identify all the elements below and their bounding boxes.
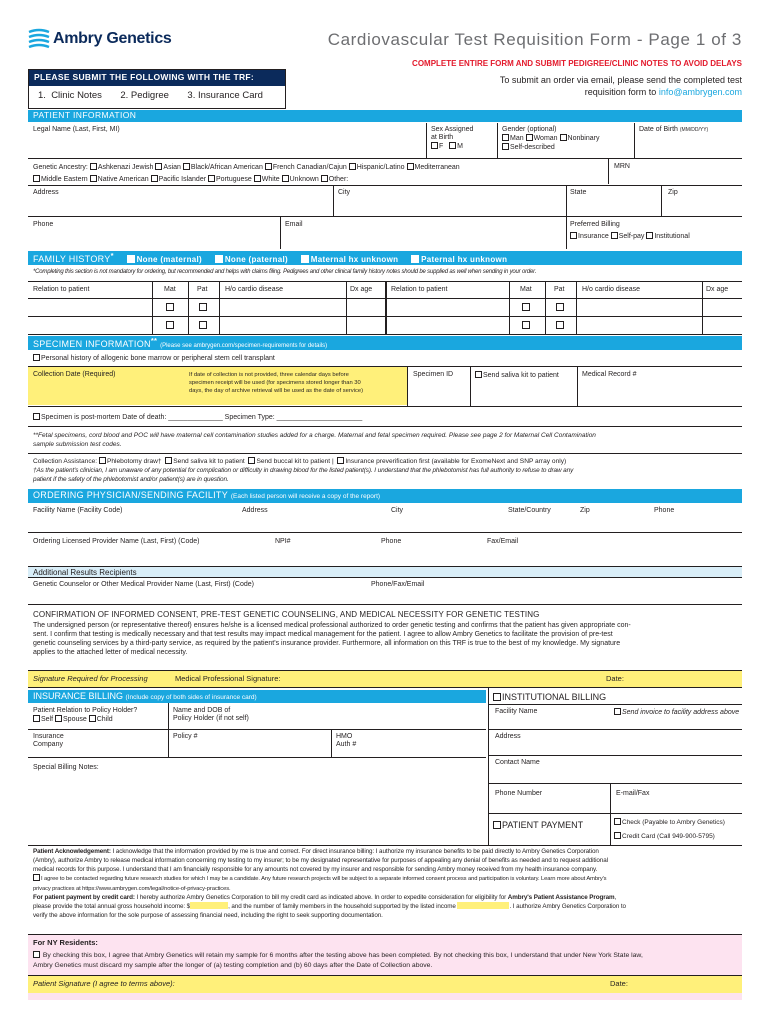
anc-asian-checkbox[interactable] — [155, 163, 162, 170]
anc-middle-eastern-checkbox[interactable] — [33, 175, 40, 182]
fh-r2-mat2-checkbox[interactable] — [522, 321, 530, 329]
provider-name-field[interactable]: Ordering Licensed Provider Name (Last, First) (Code) — [33, 538, 200, 545]
maternal-unknown-checkbox[interactable] — [301, 255, 309, 263]
inst-phone-field[interactable]: Phone Number — [495, 790, 543, 797]
acknowledgement-text: Patient Acknowledgement: I acknowledge that the information provided by me is true and correct. For direct insurance billing: I authorize my insurance benefits to be paid directly to Ambry Genetics Corporation (Ambry), authorize Ambry to release medical information concerning my testing to my insurer; to be my designated representative for purposes of appealing any denial of benefits as needed and to request additional medical records for this purpose. I understand that I am financially responsible for any amounts not covered by my insurer and responsible for sending Ambry money received from my health insurance company. I agree to be contacted regarding future research studies for which I may be a candidate. Any future research projects will be subject to a separate informed consent process and participation is voluntary. Learn more about Ambry's privacy practices at https://www.ambrygen.com/legal/notice-of-privacy-practices. For patient payment by credit card: I hereby authorize Ambry Genetics Corporation to bill my credit card as indicated above. In order to expedite consideration for eligibility for Ambry's Patient Assistance Program, please provide the total annual gross household income: $ , and the number of family members in the household supported by the listed income . I authorize Ambry Genetics Corporation to verify the above information for the sole purpose of assessing financial need, including the right to seek supporting documentation. — [33, 848, 626, 920]
ordering-header: ORDERING PHYSICIAN/SENDING FACILITY (Each listed person will receive a copy of the report) — [28, 489, 742, 503]
logo — [28, 26, 188, 54]
household-income-field[interactable] — [190, 902, 228, 909]
email-instructions-2: requisition form to info@ambrygen.com — [584, 87, 742, 97]
facility-address-field[interactable]: Address — [242, 507, 268, 514]
consent-text: The undersigned person (or representative thereof) ensures he/she is a licensed medical professional authorized to order genetic testing and confirms that the patient has given appropriate con- sent. I confirm that testing is medically necessary and that test results may impact medical management for the patient. I agree to allow Ambry Genetics to facilitate the provision of pre-test genetic counseling services by a third-party service, as required by the patient's insurance provider. Furthermore, all information on this TRF is true to the best of my knowledge. My signature applies to the attached letter of medical necessity. — [33, 622, 631, 657]
anc-mediterranean-checkbox[interactable] — [407, 163, 414, 170]
fh-col-hx-2: H/o cardio disease — [582, 286, 640, 293]
signature-date: Date: — [606, 674, 624, 683]
saliva-kit-checkbox[interactable] — [165, 457, 172, 464]
provider-fax-field[interactable]: Fax/Email — [487, 538, 519, 545]
gender-man-checkbox[interactable] — [502, 134, 509, 141]
email-instructions-1: To submit an order via email, please send the completed test — [499, 75, 742, 85]
send-invoice-checkbox[interactable]: Send invoice to facility address above — [614, 708, 739, 717]
anc-portuguese-checkbox[interactable] — [208, 175, 215, 182]
anc-french-checkbox[interactable] — [265, 163, 272, 170]
ny-retain-checkbox[interactable] — [33, 951, 40, 958]
city-field[interactable]: City — [338, 189, 351, 196]
fh-col-dx-2: Dx age — [706, 286, 729, 293]
submit-box — [28, 69, 286, 109]
state-field[interactable]: State — [570, 189, 587, 196]
fh-col-mat: Mat — [164, 286, 176, 293]
bill-institutional-checkbox[interactable] — [646, 232, 653, 239]
anc-other-checkbox[interactable] — [321, 175, 328, 182]
consent-title: CONFIRMATION OF INFORMED CONSENT, PRE-TEST GENETIC COUNSELING, AND MEDICAL NECESSITY FOR GENETIC TESTING — [33, 610, 540, 619]
policy-number-field[interactable]: Policy # — [173, 733, 198, 740]
ancestry-row-1: Genetic Ancestry: Ashkenazi Jewish Asian Black/African American French Canadian/Cajun Hispanic/Latino Mediterranean — [33, 164, 460, 171]
fh-col-relation: Relation to patient — [33, 286, 90, 293]
provider-phone-field[interactable]: Phone — [381, 538, 402, 545]
send-saliva-checkbox[interactable]: Send saliva kit to patient — [475, 371, 559, 380]
facility-state-field[interactable]: State/Country — [508, 507, 551, 514]
preferred-billing: Preferred Billing Insurance Self-pay Institutional — [570, 221, 690, 241]
check-option[interactable]: Check (Payable to Ambry Genetics) — [614, 818, 725, 826]
fh-r2-mat-checkbox[interactable] — [166, 321, 174, 329]
insurance-company-field[interactable]: Insurance Company — [33, 733, 64, 749]
fh-col-relation-2: Relation to patient — [391, 286, 448, 293]
patient-payment-checkbox[interactable] — [493, 821, 501, 829]
fh-col-dx: Dx age — [350, 286, 373, 293]
none-maternal-checkbox[interactable] — [127, 255, 135, 263]
preverification-checkbox[interactable] — [337, 457, 344, 464]
family-history-header: FAMILY HISTORY* None (maternal) None (paternal) Maternal hx unknown Paternal hx unknown — [28, 251, 742, 265]
fetal-note: **Fetal specimens, cord blood and POC will have maternal cell contamination studies added for a charge. Maternal and fetal specimen required. Please see page 2 for Maternal Cell Contamination sample submission test codes. — [33, 432, 596, 449]
legal-name-field[interactable]: Legal Name (Last, First, MI) — [33, 126, 120, 133]
bill-insurance-checkbox[interactable] — [570, 232, 577, 239]
anc-unknown-checkbox[interactable] — [282, 175, 289, 182]
submit-box-title: PLEASE SUBMIT THE FOLLOWING WITH THE TRF: — [29, 70, 285, 86]
family-history-note: *Completing this section is not mandatory for ordering, but recommended and helps with claims filing. Pedigrees and other clinical family history notes should be supplied as well when sending in your order. — [33, 269, 537, 275]
institutional-billing-header: INSTITUTIONAL BILLING — [493, 692, 606, 702]
patient-signature-label: Patient Signature (I agree to terms above): — [33, 979, 175, 988]
npi-field[interactable]: NPI# — [275, 538, 291, 545]
ancestry-row-2: Middle Eastern Native American Pacific Islander Portuguese White Unknown Other: — [33, 175, 348, 184]
anc-native-checkbox[interactable] — [90, 175, 97, 182]
anc-ashkenazi-checkbox[interactable] — [90, 163, 97, 170]
counselor-field[interactable]: Genetic Counselor or Other Medical Provider Name (Last, First) (Code) — [33, 581, 254, 588]
inst-contact-field[interactable]: Contact Name — [495, 759, 540, 766]
fh-col-pat-2: Pat — [554, 286, 565, 293]
bill-self-checkbox[interactable] — [611, 232, 618, 239]
special-billing-notes[interactable]: Special Billing Notes: — [33, 764, 99, 771]
facility-zip-field[interactable]: Zip — [580, 507, 590, 514]
medical-record-field[interactable]: Medical Record # — [582, 371, 637, 378]
paternal-unknown-checkbox[interactable] — [411, 255, 419, 263]
gender-woman-checkbox[interactable] — [526, 134, 533, 141]
policy-holder-field[interactable]: Name and DOB of Policy Holder (if not self) — [173, 707, 249, 723]
counselor-phone-field[interactable]: Phone/Fax/Email — [371, 581, 425, 588]
hmo-auth-field[interactable]: HMO Auth # — [336, 733, 357, 749]
dna-logo-icon — [28, 28, 50, 50]
patient-signature-date: Date: — [610, 979, 628, 988]
phlebotomy-checkbox[interactable] — [99, 457, 106, 464]
facility-name-field[interactable]: Facility Name (Facility Code) — [33, 507, 123, 514]
collection-date-label: Collection Date (Required) — [33, 371, 116, 378]
none-paternal-checkbox[interactable] — [215, 255, 223, 263]
anc-white-checkbox[interactable] — [254, 175, 261, 182]
sex-m-checkbox[interactable] — [449, 142, 456, 149]
inst-email-field[interactable]: E-mail/Fax — [616, 790, 650, 797]
fh-r2-pat-checkbox[interactable] — [199, 321, 207, 329]
rel-child-checkbox[interactable] — [89, 715, 96, 722]
fh-col-hx: H/o cardio disease — [225, 286, 283, 293]
anc-black-checkbox[interactable] — [183, 163, 190, 170]
rel-self-checkbox[interactable] — [33, 715, 40, 722]
zip-field[interactable]: Zip — [668, 189, 678, 196]
anc-pacific-checkbox[interactable] — [151, 175, 158, 182]
gender-group: Gender (optional) Man Woman Nonbinary Self-described — [502, 126, 600, 152]
dagger-note: †As the patient's clinician, I am unaware of any potential for complication or difficulty in drawing blood for the listed patient(s). I understand that the phlebotomist has full authority to refuse to draw any patient if the safety of the phlebotomist and/or patient(s) are in question. — [33, 467, 574, 483]
insurance-billing-header: INSURANCE BILLING (Include copy of both sides of insurance card) — [28, 690, 486, 703]
additional-recipients-title: Additional Results Recipients — [33, 568, 137, 577]
gender-self-checkbox[interactable] — [502, 143, 509, 150]
buccal-kit-checkbox[interactable] — [248, 457, 255, 464]
sex-label: Sex Assigned at Birth F M — [431, 126, 474, 151]
signature-required: Signature Required for Processing — [33, 674, 148, 683]
email-link[interactable]: info@ambrygen.com — [658, 87, 742, 97]
fh-col-mat-2: Mat — [520, 286, 532, 293]
patient-info-header: PATIENT INFORMATION — [28, 110, 742, 122]
specimen-id-field[interactable]: Specimen ID — [413, 371, 454, 378]
allogeneic-checkbox-row[interactable]: Personal history of allogenic bone marrow or peripheral stem cell transplant — [33, 354, 275, 363]
mrn-field[interactable]: MRN — [614, 163, 630, 170]
policy-relation: Patient Relation to Policy Holder? Self Spouse Child — [33, 707, 138, 724]
fh-r2-pat2-checkbox[interactable] — [556, 321, 564, 329]
collection-note: If date of collection is not provided, three calendar days before specimen receipt will be used (for specimens stored longer than 30 days, the day of archive retrieval will be used as the date of service) — [189, 372, 363, 394]
fh-r1-mat2-checkbox[interactable] — [522, 303, 530, 311]
specimen-header: SPECIMEN INFORMATION** (Please see ambrygen.com/specimen-requirements for details) — [28, 336, 742, 350]
email-field[interactable]: Email — [285, 221, 303, 228]
warning-text: COMPLETE ENTIRE FORM AND SUBMIT PEDIGREE/CLINIC NOTES TO AVOID DELAYS — [412, 59, 742, 68]
fh-r1-pat2-checkbox[interactable] — [556, 303, 564, 311]
gender-nonbinary-checkbox[interactable] — [560, 134, 567, 141]
family-members-field[interactable] — [457, 902, 509, 909]
logo-text: Ambry Genetics — [53, 30, 172, 47]
phone-field[interactable]: Phone — [33, 221, 54, 228]
anc-hispanic-checkbox[interactable] — [349, 163, 356, 170]
sex-f-checkbox[interactable] — [431, 142, 438, 149]
form-title: Cardiovascular Test Requisition Form - Page 1 of 3 — [327, 30, 742, 49]
ny-text: By checking this box, I agree that Ambry Genetics will retain my sample for 6 months after the testing above has been completed. By not checking this box, I understand that under New York State law, Ambry Genetics must discard my sample after the longer of (a) testing completion and (b) 60 days after the Date of Collection above. — [33, 952, 643, 969]
credit-card-option[interactable]: Credit Card (Call 949-900-5795) — [614, 832, 715, 840]
institutional-billing-checkbox[interactable] — [493, 693, 501, 701]
fh-r1-mat-checkbox[interactable] — [166, 303, 174, 311]
fh-r1-pat-checkbox[interactable] — [199, 303, 207, 311]
ny-title: For NY Residents: — [33, 938, 98, 947]
rel-spouse-checkbox[interactable] — [55, 715, 62, 722]
facility-phone-field[interactable]: Phone — [654, 507, 675, 514]
signature-label: Medical Professional Signature: — [175, 674, 281, 683]
fh-col-pat: Pat — [197, 286, 208, 293]
address-field[interactable]: Address — [33, 189, 59, 196]
facility-city-field[interactable]: City — [391, 507, 404, 514]
postmortem-row[interactable]: Specimen is post-mortem Date of death: ______________ Specimen Type: ______________________ — [33, 413, 362, 422]
dob-field[interactable]: Date of Birth (MM/DD/YY) — [639, 126, 709, 133]
patient-payment-header: PATIENT PAYMENT — [493, 820, 583, 830]
inst-address-field[interactable]: Address — [495, 733, 521, 740]
inst-facility-field[interactable]: Facility Name — [495, 708, 538, 715]
collection-assistance: Collection Assistance: Phlebotomy draw† Send saliva kit to patient Send buccal kit to patient | Insurance preverification first (available for ExomeNext and SNP array only) — [33, 458, 567, 465]
submit-box-items: 1. Clinic Notes 2. Pedigree 3. Insurance Card — [38, 89, 263, 101]
research-checkbox[interactable] — [33, 874, 40, 881]
